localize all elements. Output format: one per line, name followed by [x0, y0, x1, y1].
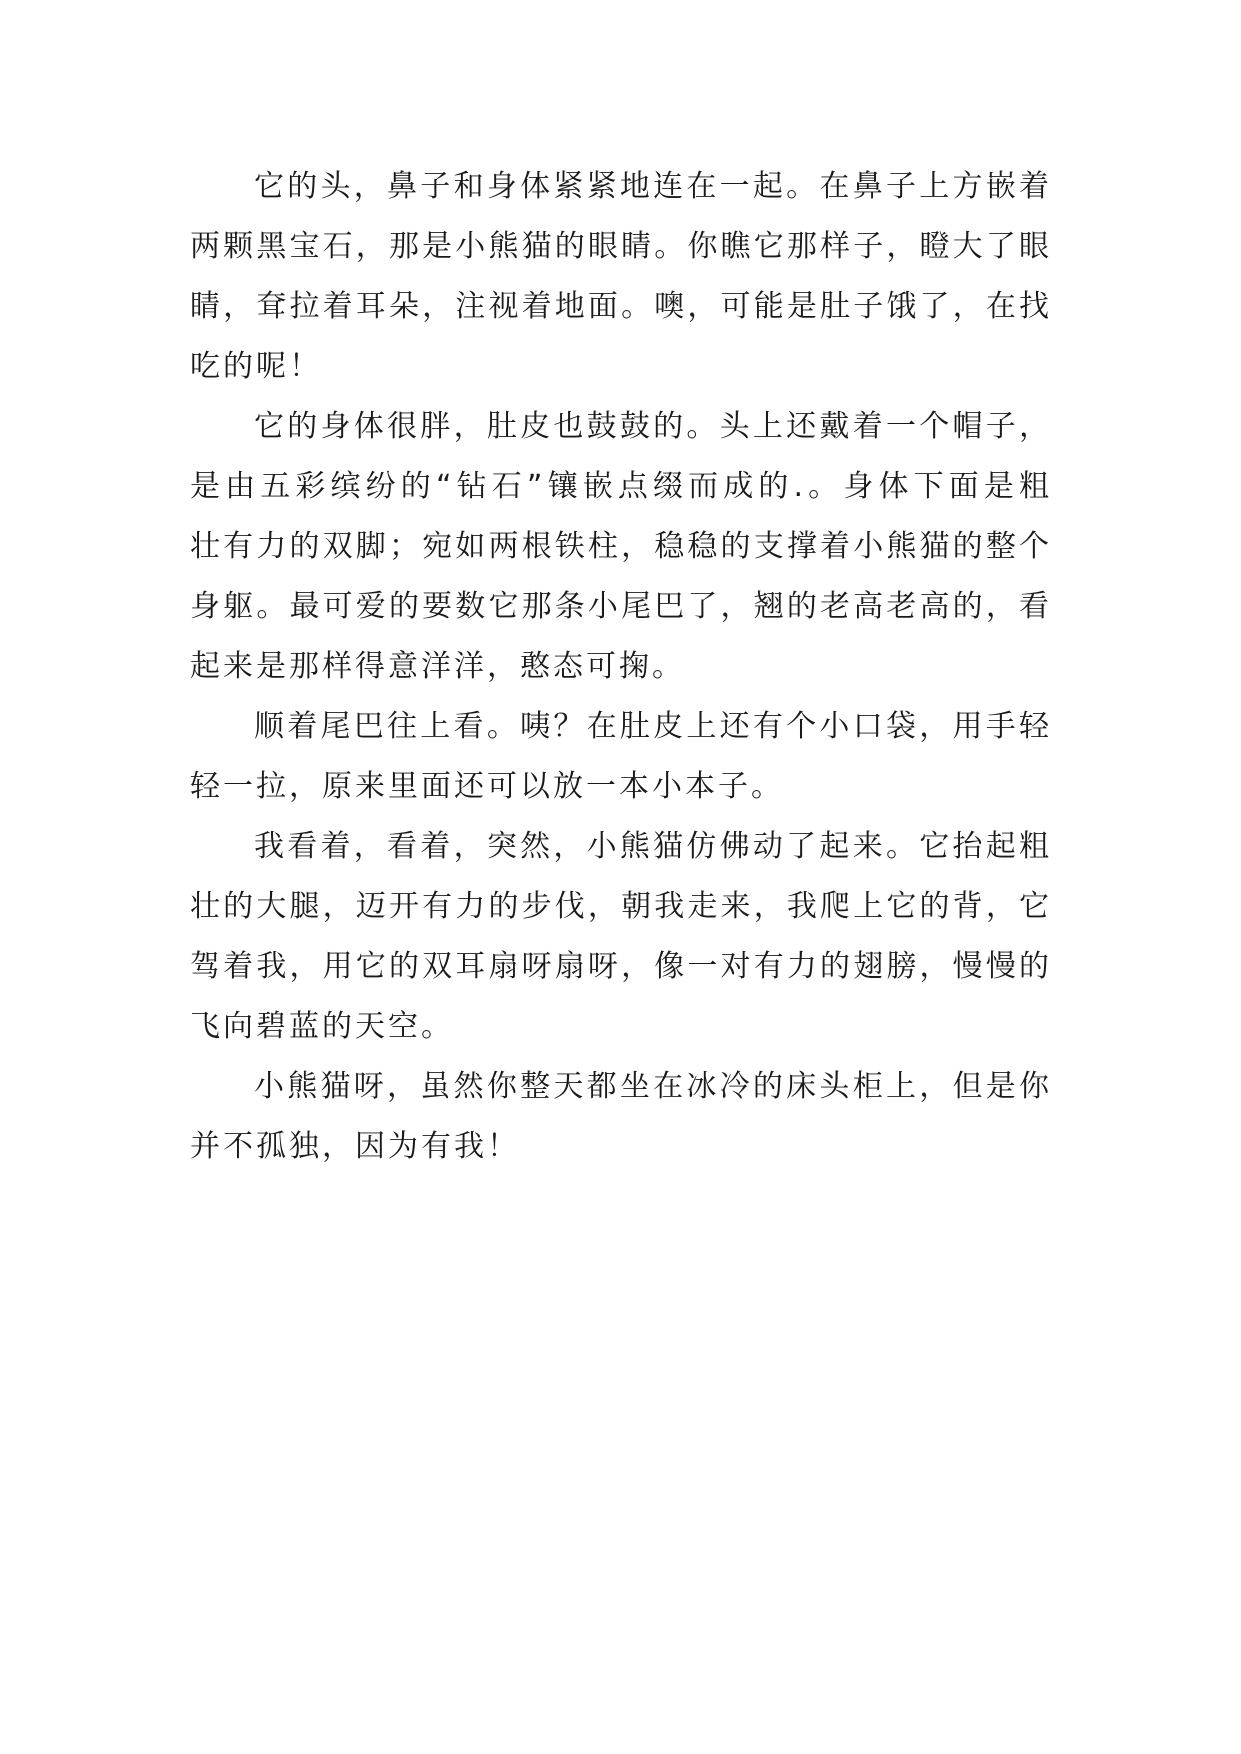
text-line: 飞向碧蓝的天空。 [190, 1009, 454, 1044]
text-line: 身躯。最可爱的要数它那条小尾巴了，翘的老高老高的，看 [190, 589, 1052, 624]
text-line: 它的身体很胖，肚皮也鼓鼓的。头上还戴着一个帽子， [254, 409, 1052, 444]
paragraph-4 [190, 817, 1052, 1057]
paragraph-5 [190, 1057, 1052, 1177]
text-line: 壮的大腿，迈开有力的步伐，朝我走来，我爬上它的背，它 [190, 889, 1052, 924]
text-line: 我看着，看着，突然，小熊猫仿佛动了起来。它抬起粗 [254, 829, 1052, 864]
text-line: 壮有力的双脚；宛如两根铁柱，稳稳的支撑着小熊猫的整个 [190, 529, 1052, 564]
text-line: 驾着我，用它的双耳扇呀扇呀，像一对有力的翅膀，慢慢的 [190, 949, 1052, 984]
text-line: 是由五彩缤纷的“钻石”镶嵌点缀而成的.。身体下面是粗 [190, 469, 1052, 504]
text-line: 起来是那样得意洋洋，憨态可掬。 [190, 649, 685, 684]
paragraph-1 [190, 157, 1052, 397]
text-line: 两颗黑宝石，那是小熊猫的眼睛。你瞧它那样子，瞪大了眼 [190, 229, 1052, 264]
essay-text [190, 157, 1052, 1177]
text-line: 吃的呢！ [190, 349, 322, 384]
text-line: 并不孤独，因为有我！ [190, 1129, 520, 1164]
paragraph-2 [190, 397, 1052, 697]
text-line: 轻一拉，原来里面还可以放一本小本子。 [190, 769, 784, 804]
text-line: 小熊猫呀，虽然你整天都坐在冰冷的床头柜上，但是你 [254, 1069, 1052, 1104]
text-line: 它的头，鼻子和身体紧紧地连在一起。在鼻子上方嵌着 [254, 169, 1052, 204]
text-line: 顺着尾巴往上看。咦？在肚皮上还有个小口袋，用手轻 [254, 709, 1052, 744]
paragraph-3 [190, 697, 1052, 817]
text-line: 睛，耷拉着耳朵，注视着地面。噢，可能是肚子饿了，在找 [190, 289, 1052, 324]
